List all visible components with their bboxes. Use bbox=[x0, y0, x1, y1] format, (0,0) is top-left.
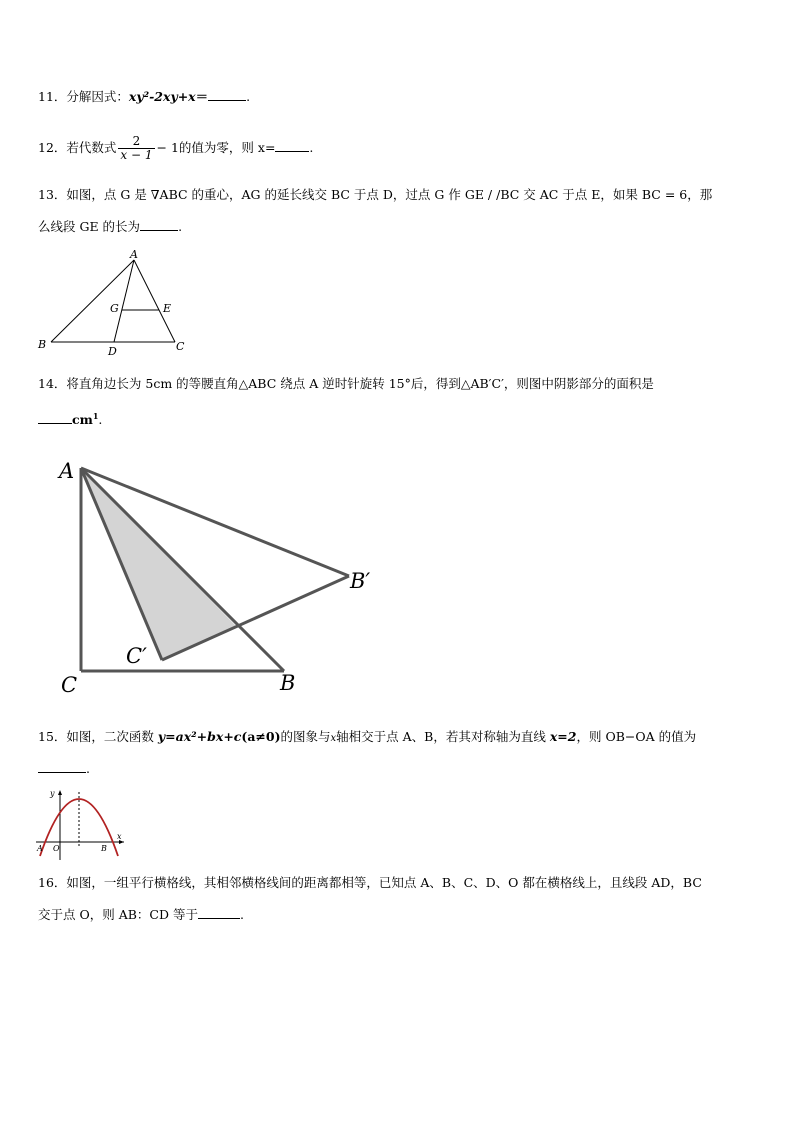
q13-label-G: G bbox=[110, 302, 119, 315]
q15-text3: 轴相交于点 A、B，若其对称轴为直线 bbox=[336, 729, 550, 744]
q14-end: . bbox=[98, 412, 103, 428]
q13-triangle-figure bbox=[30, 246, 200, 358]
q15-axis: x=2 bbox=[549, 729, 577, 744]
q13-answer-blank bbox=[140, 218, 178, 231]
q12-end: . bbox=[309, 140, 314, 155]
q13-label-B: B bbox=[38, 338, 47, 351]
q12-frac-numerator: 2 bbox=[132, 134, 141, 148]
q14-shaded-region bbox=[81, 468, 236, 660]
q15-end: . bbox=[86, 761, 90, 776]
q12-prefix: 若代数式 bbox=[66, 140, 117, 155]
q15-answer-blank bbox=[38, 760, 86, 773]
q13-end: . bbox=[178, 219, 183, 234]
q16-end: . bbox=[239, 907, 244, 922]
question-15 bbox=[38, 728, 696, 748]
q14-label-Cp: C′ bbox=[126, 644, 147, 668]
q11-prefix: 分解因式： bbox=[66, 89, 129, 104]
q12-minus-one: − 1 bbox=[156, 140, 179, 155]
q13-number: 13． bbox=[38, 187, 67, 202]
question-15-line2 bbox=[38, 760, 90, 778]
question-13-line1 bbox=[38, 186, 712, 204]
question-12 bbox=[38, 130, 313, 166]
q13-label-D: D bbox=[108, 345, 117, 358]
question-13-line2 bbox=[38, 218, 182, 236]
question-11 bbox=[38, 88, 250, 106]
question-14-line1 bbox=[38, 375, 654, 393]
q16-text-line1: 如图，一组平行横格线，其相邻横格线间的距离都相等，已知点 A、B、C、D、O 都在横格线上，且线段 AD，BC bbox=[66, 875, 702, 890]
q12-answer-blank bbox=[275, 139, 309, 152]
q13-text-line1: 如图，点 G 是 ∇ABC 的重心，AG 的延长线交 BC 于点 D，过点 G 作 GE / /BC 交 AC 于点 E，如果 BC = 6，那 bbox=[66, 187, 713, 202]
q14-number: 14． bbox=[38, 376, 67, 391]
q13-label-A: A bbox=[130, 248, 138, 261]
q14-answer-blank bbox=[38, 411, 72, 424]
q15-parabola-figure bbox=[32, 782, 132, 862]
q14-unit: cm bbox=[72, 412, 93, 428]
q15-label-A: A bbox=[37, 844, 43, 853]
q14-rotation-figure bbox=[52, 452, 392, 698]
q15-function: y=ax²+bx+c bbox=[157, 729, 242, 744]
q15-label-O: O bbox=[53, 844, 60, 853]
q11-equals: ＝ bbox=[195, 89, 209, 104]
q15-xvar: x bbox=[330, 733, 337, 744]
q11-answer-blank bbox=[208, 88, 246, 101]
q12-number: 12． bbox=[38, 140, 67, 155]
q14-label-Bp: B′ bbox=[350, 569, 371, 593]
q12-mid: 的值为零，则 x= bbox=[178, 140, 276, 155]
q15-label-x: x bbox=[117, 832, 122, 841]
q14-label-B: B bbox=[280, 671, 296, 695]
question-14-line2 bbox=[38, 407, 102, 429]
q15-text2: 的图象与 bbox=[280, 729, 331, 744]
q15-label-B: B bbox=[101, 844, 107, 853]
q11-expression: xy²-2xy+x bbox=[128, 89, 196, 104]
q16-answer-blank bbox=[198, 906, 240, 919]
q13-label-E: E bbox=[163, 302, 172, 315]
q13-text-line2: 么线段 GE 的长为 bbox=[38, 219, 141, 234]
q14-unit-sup: 1 bbox=[92, 411, 99, 421]
q11-end: . bbox=[246, 89, 251, 104]
q11-number: 11． bbox=[38, 89, 67, 104]
q15-number: 15． bbox=[38, 729, 67, 744]
question-16-line2 bbox=[38, 906, 244, 924]
q13-label-C: C bbox=[176, 340, 185, 353]
q16-text-line2: 交于点 O，则 AB：CD 等于 bbox=[38, 907, 198, 922]
question-16-line1 bbox=[38, 874, 702, 892]
q14-text-line1: 将直角边长为 5cm 的等腰直角△ABC 绕点 A 逆时针旋转 15°后，得到△AB′C′，则图中阴影部分的面积是 bbox=[66, 376, 654, 391]
q15-condition: (a≠0) bbox=[241, 729, 281, 744]
q14-label-A: A bbox=[59, 459, 75, 483]
q14-label-C: C bbox=[61, 673, 78, 697]
q16-number: 16． bbox=[38, 875, 67, 890]
q15-text1: 如图，二次函数 bbox=[66, 729, 158, 744]
q12-frac-denominator: x − 1 bbox=[120, 148, 153, 162]
q12-fraction bbox=[118, 135, 154, 162]
q15-label-y: y bbox=[50, 789, 55, 798]
q15-text4: ，则 OB−OA 的值为 bbox=[576, 729, 697, 744]
